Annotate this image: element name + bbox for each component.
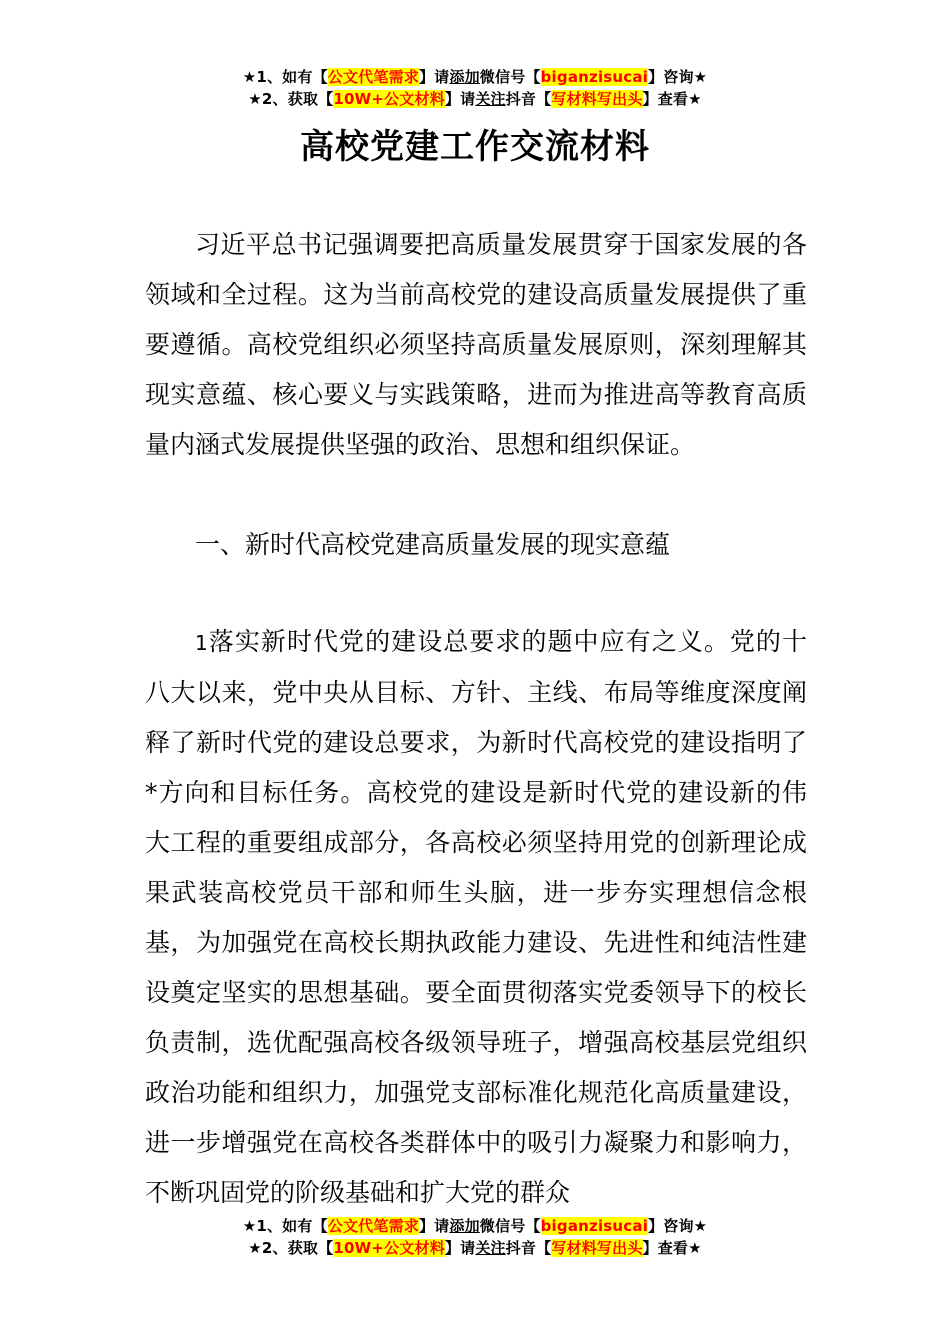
paragraph-1-body: 落实新时代党的建设总要求的题中应有之义。党的十八大以来，党中央从目标、方针、主线、布局等维度深度阐释了新时代党的建设总要求，为新时代高校党的建设指明了*方向和目标任务。高校党的建设是新时代党的建设新的伟大工程的重要组成部分，各高校必须坚持用党的创新理论成果武装高校党员干部和师生头脑，进一步夯实理想信念根基，为加强党在高校长期执政能力建设、先进性和纯洁性建设奠定坚实的思想基础。要全面贯彻落实党委领导下的校长负责制，选优配强高校各级领导班子，增强高校基层党组织政治功能和组织力，加强党支部标准化规范化高质量建设，进一步增强党在高校各类群体中的吸引力凝聚力和影响力，不断巩固党的阶级基础和扩大党的群众 xyxy=(145,627,807,1207)
banner-text: 微信号【 xyxy=(479,68,541,86)
footer-banner xyxy=(0,1215,950,1259)
banner-text: 】查看★ xyxy=(642,1239,702,1257)
banner-highlight: 公文代笔需求 xyxy=(327,68,419,86)
banner-line-2 xyxy=(0,1237,950,1259)
banner-highlight: 10W+公文材料 xyxy=(333,1239,445,1257)
banner-line-2 xyxy=(0,88,950,110)
banner-text: 】请 xyxy=(444,1239,476,1257)
banner-text: 】咨询★ xyxy=(648,1217,708,1235)
banner-highlight: 10W+公文材料 xyxy=(333,90,445,108)
banner-douyin-id: 写材料写出头 xyxy=(551,90,643,108)
banner-text: 】咨询★ xyxy=(648,68,708,86)
paragraph-1-text xyxy=(145,617,807,1218)
banner-text: 微信号【 xyxy=(479,1217,541,1235)
banner-text: ★2、获取【 xyxy=(248,1239,334,1257)
banner-highlight: 公文代笔需求 xyxy=(327,1217,419,1235)
banner-text: 抖音【 xyxy=(505,1239,552,1257)
intro-text: 习近平总书记强调要把高质量发展贯穿于国家发展的各领域和全过程。这为当前高校党的建设高质量发展提供了重要遵循。高校党组织必须坚持高质量发展原则，深刻理解其现实意蕴、核心要义与实践策略，进而为推进高等教育高质量内涵式发展提供坚强的政治、思想和组织保证。 xyxy=(145,230,807,459)
banner-text: ★1、如有【 xyxy=(242,68,328,86)
banner-wechat-id: biganzisucai xyxy=(540,1217,649,1235)
section-heading-1: 一、新时代高校党建高质量发展的现实意蕴 xyxy=(195,530,671,559)
banner-text: ★2、获取【 xyxy=(248,90,334,108)
banner-douyin-id: 写材料写出头 xyxy=(551,1239,643,1257)
banner-underline: 关注 xyxy=(475,1239,506,1257)
banner-underline: 添加 xyxy=(449,68,480,86)
paragraph-number: 1 xyxy=(195,631,208,655)
banner-line-1 xyxy=(0,66,950,88)
paragraph-1 xyxy=(145,617,807,1218)
intro-paragraph xyxy=(145,220,807,470)
banner-wechat-id: biganzisucai xyxy=(540,68,649,86)
banner-text: 】请 xyxy=(418,1217,450,1235)
banner-text: ★1、如有【 xyxy=(242,1217,328,1235)
banner-text: 】查看★ xyxy=(642,90,702,108)
document-title: 高校党建工作交流材料 xyxy=(300,127,650,167)
banner-text: 抖音【 xyxy=(505,90,552,108)
banner-underline: 关注 xyxy=(475,90,506,108)
banner-text: 】请 xyxy=(444,90,476,108)
header-banner xyxy=(0,66,950,110)
banner-line-1 xyxy=(0,1215,950,1237)
banner-text: 】请 xyxy=(418,68,450,86)
banner-underline: 添加 xyxy=(449,1217,480,1235)
